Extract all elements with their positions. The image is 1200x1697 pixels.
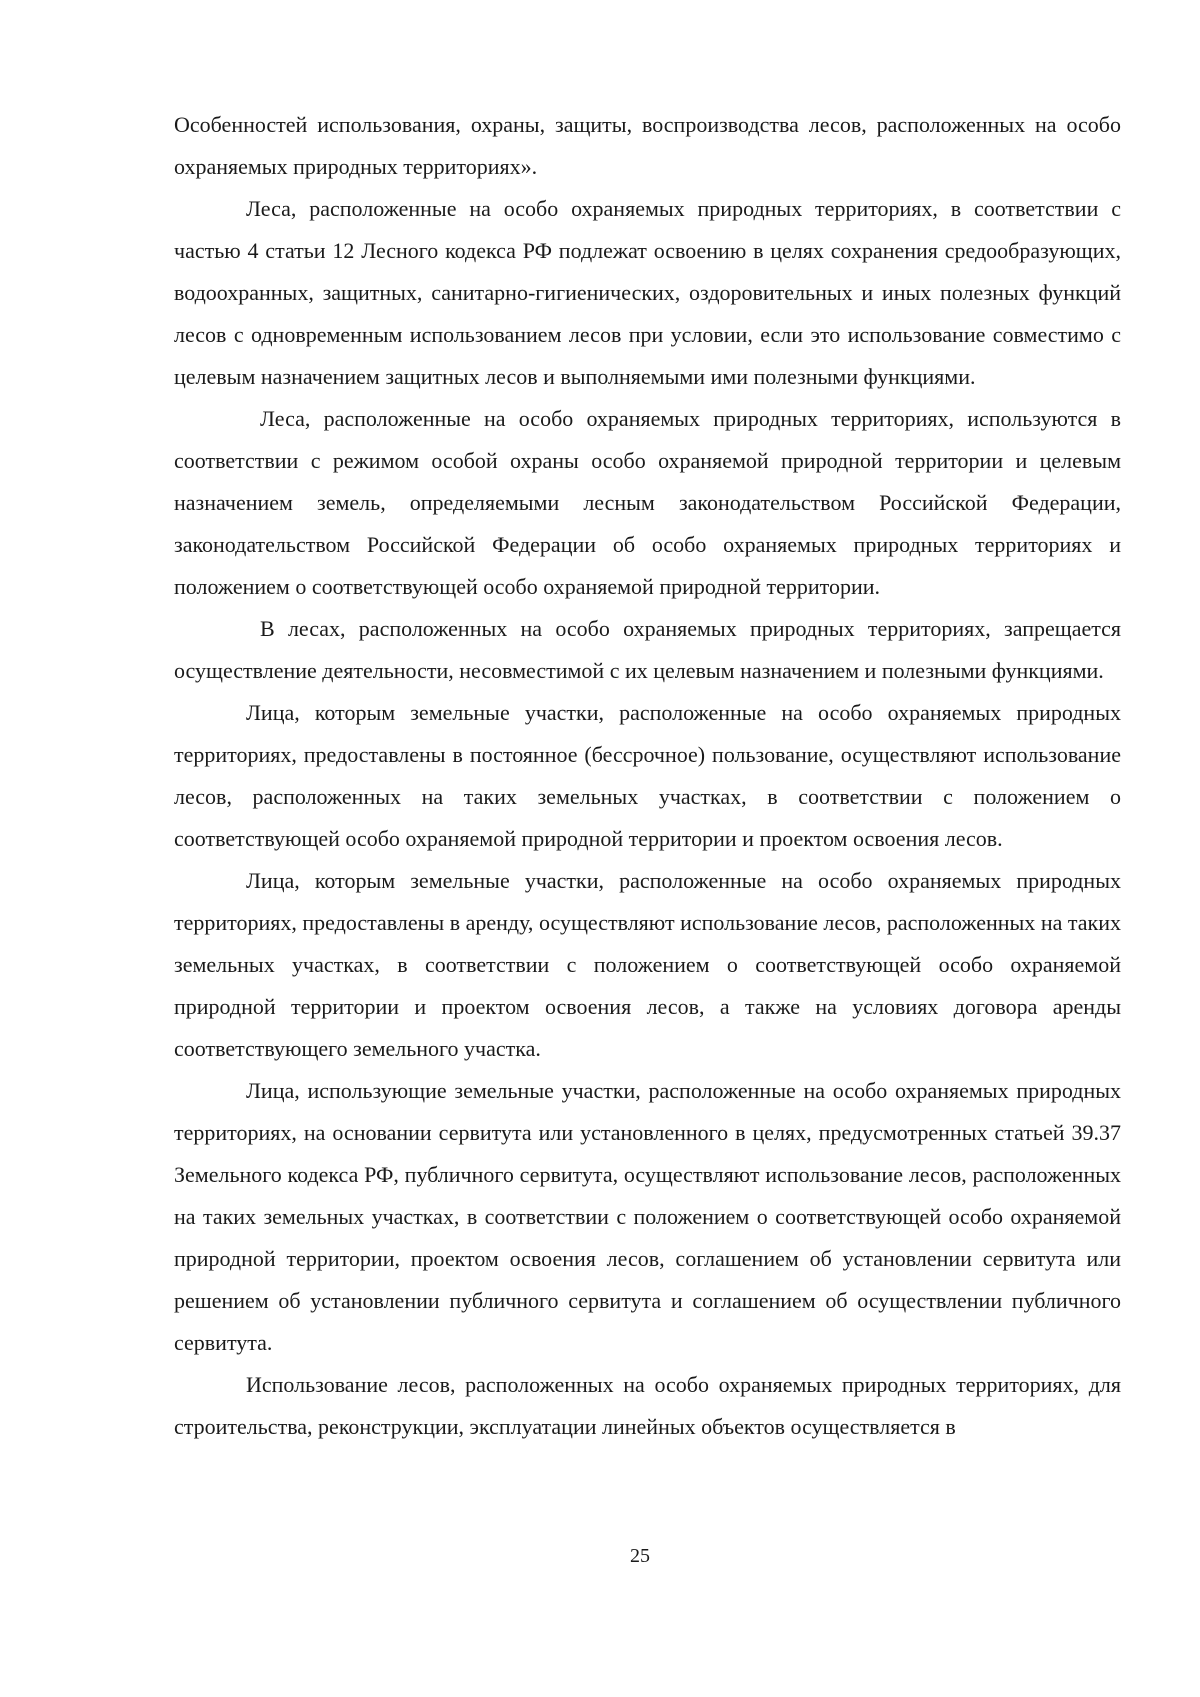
document-body	[174, 104, 1121, 1448]
paragraph: Лица, которым земельные участки, расположенные на особо охраняемых природных территориях, предоставлены в постоянное (бессрочное) пользование, осуществляют использование лесов, расположенных на таких земельных участках, в соответствии с положением о соответствующей особо охраняемой природной территории и проектом освоения лесов.	[174, 700, 1121, 851]
paragraph: Леса, расположенные на особо охраняемых природных территориях, используются в соответствии с режимом особой охраны особо охраняемой природной территории и целевым назначением земель, определяемыми лесным законодательством Российской Федерации, законодательством Российской Федерации об особо охраняемых природных территориях и положением о соответствующей особо охраняемой природной территории.	[174, 406, 1121, 599]
paragraph: Лица, использующие земельные участки, расположенные на особо охраняемых природных территориях, на основании сервитута или установленного в целях, предусмотренных статьей 39.37 Земельного кодекса РФ, публичного сервитута, осуществляют использование лесов, расположенных на таких земельных участках, в соответствии с положением о соответствующей особо охраняемой природной территории, проектом освоения лесов, соглашением об установлении сервитута или решением об установлении публичного сервитута и соглашением об осуществлении публичного сервитута.	[174, 1078, 1121, 1355]
paragraph: Лица, которым земельные участки, расположенные на особо охраняемых природных территориях, предоставлены в аренду, осуществляют использование лесов, расположенных на таких земельных участках, в соответствии с положением о соответствующей особо охраняемой природной территории и проектом освоения лесов, а также на условиях договора аренды соответствующего земельного участка.	[174, 868, 1121, 1061]
paragraph-continuation: Особенностей использования, охраны, защиты, воспроизводства лесов, расположенных на особо охраняемых природных территориях».	[174, 112, 1121, 179]
paragraph: В лесах, расположенных на особо охраняемых природных территориях, запрещается осуществление деятельности, несовместимой с их целевым назначением и полезными функциями.	[174, 616, 1121, 683]
paragraph: Использование лесов, расположенных на особо охраняемых природных территориях, для строительства, реконструкции, эксплуатации линейных объектов осуществляется в	[174, 1372, 1121, 1439]
page-number: 25	[630, 1545, 650, 1567]
paragraph: Леса, расположенные на особо охраняемых природных территориях, в соответствии с частью 4 статьи 12 Лесного кодекса РФ подлежат освоению в целях сохранения средообразующих, водоохранных, защитных, санитарно-гигиенических, оздоровительных и иных полезных функций лесов с одновременным использованием лесов при условии, если это использование совместимо с целевым назначением защитных лесов и выполняемыми ими полезными функциями.	[174, 196, 1121, 389]
